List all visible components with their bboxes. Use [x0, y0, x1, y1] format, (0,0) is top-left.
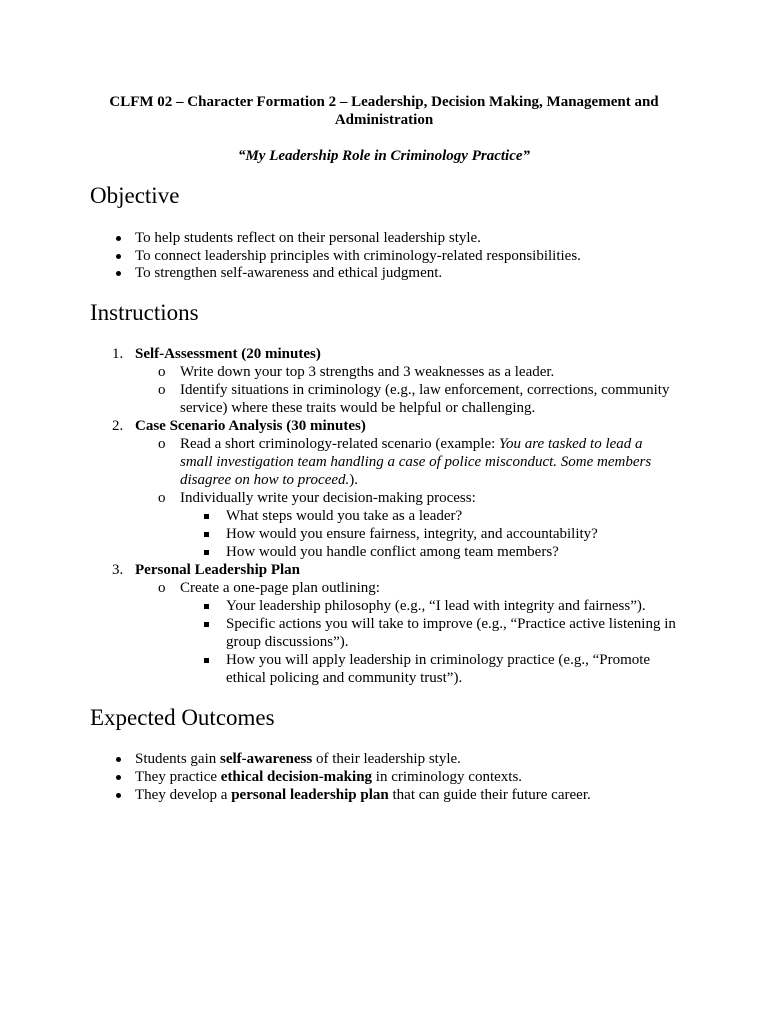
- course-title-line-2: Administration: [334, 112, 434, 128]
- scenario-text-1: You are tasked to lead a: [499, 436, 643, 452]
- square-bullet-icon: [204, 550, 209, 555]
- scenario-text-3: disagree on how to proceed.: [180, 472, 350, 488]
- step-2-sub-1-line-3: [180, 471, 358, 489]
- instructions-heading: Instructions: [90, 300, 199, 325]
- step-2-title: Case Scenario Analysis (30 minutes): [135, 418, 366, 434]
- sub-bullet-icon: o: [158, 436, 166, 452]
- sub-bullet-icon: o: [158, 580, 166, 596]
- step-1-sub-2-line-2: service) where these traits would be helpful or challenging.: [180, 400, 536, 416]
- step-1-title: Self-Assessment (20 minutes): [135, 346, 321, 362]
- objective-item-3: To strengthen self-awareness and ethical judgment.: [135, 265, 443, 281]
- step-number: 2.: [112, 418, 124, 434]
- scenario-text-2: small investigation team handling a case of police misconduct. Some members: [180, 454, 652, 470]
- step-2-question-3: How would you handle conflict among team members?: [226, 544, 559, 560]
- square-bullet-icon: [204, 658, 209, 663]
- outcome-3-bold: personal leadership plan: [231, 787, 389, 803]
- bullet-icon: [116, 236, 121, 241]
- objective-heading: Objective: [90, 183, 180, 208]
- outcome-1-post: of their leadership style.: [312, 751, 461, 767]
- step-number: 1.: [112, 346, 124, 362]
- step-2-question-2: How would you ensure fairness, integrity, and accountability?: [226, 526, 598, 542]
- outcome-2-bold: ethical decision-making: [220, 769, 373, 785]
- step-3-item-1: Your leadership philosophy (e.g., “I lead with integrity and fairness”).: [226, 598, 646, 614]
- step-3-item-3-line-1: How you will apply leadership in criminology practice (e.g., “Promote: [226, 652, 651, 668]
- bullet-icon: [116, 271, 121, 276]
- outcome-1-pre: Students gain: [135, 751, 220, 767]
- step-2-sub-2: Individually write your decision-making process:: [180, 490, 476, 506]
- outcome-item-2: [135, 768, 522, 786]
- step-2-question-1: What steps would you take as a leader?: [226, 508, 463, 524]
- step-3-item-2-line-2: group discussions”).: [226, 634, 349, 650]
- outcome-3-post: that can guide their future career.: [388, 787, 591, 803]
- bullet-icon: [116, 793, 121, 798]
- bullet-icon: [116, 757, 121, 762]
- sub-bullet-icon: o: [158, 382, 166, 398]
- course-title-line-1: CLFM 02 – Character Formation 2 – Leadership, Decision Making, Management and: [109, 94, 659, 110]
- square-bullet-icon: [204, 532, 209, 537]
- activity-title: “My Leadership Role in Criminology Practice”: [237, 148, 531, 164]
- scenario-prefix: Read a short criminology-related scenario (example:: [180, 436, 500, 452]
- step-1-sub-1: Write down your top 3 strengths and 3 weaknesses as a leader.: [180, 364, 555, 380]
- step-3-sub-1: Create a one-page plan outlining:: [180, 580, 380, 596]
- outcome-3-pre: They develop a: [135, 787, 232, 803]
- outcome-item-1: [135, 750, 461, 768]
- outcome-item-3: [135, 786, 591, 804]
- outcome-2-post: in criminology contexts.: [372, 769, 523, 785]
- objective-item-2: To connect leadership principles with criminology-related responsibilities.: [135, 248, 581, 264]
- step-number: 3.: [112, 562, 124, 578]
- step-2-sub-1-line-1: [180, 435, 643, 453]
- scenario-suffix: ).: [349, 472, 359, 488]
- outcome-1-bold: self-awareness: [220, 751, 313, 767]
- step-2-sub-1-line-2: [180, 453, 651, 471]
- objective-item-1: To help students reflect on their personal leadership style.: [135, 230, 481, 246]
- outcome-2-pre: They practice: [135, 769, 221, 785]
- step-3-item-2-line-1: Specific actions you will take to improve (e.g., “Practice active listening in: [226, 616, 676, 632]
- step-1-sub-2-line-1: Identify situations in criminology (e.g., law enforcement, corrections, community: [180, 382, 670, 398]
- square-bullet-icon: [204, 514, 209, 519]
- course-title: [90, 93, 678, 129]
- square-bullet-icon: [204, 622, 209, 627]
- step-3-item-3-line-2: ethical policing and community trust”).: [226, 670, 463, 686]
- sub-bullet-icon: o: [158, 490, 166, 506]
- sub-bullet-icon: o: [158, 364, 166, 380]
- outcomes-heading: Expected Outcomes: [90, 705, 275, 730]
- bullet-icon: [116, 254, 121, 259]
- square-bullet-icon: [204, 604, 209, 609]
- step-3-title: Personal Leadership Plan: [135, 562, 301, 578]
- bullet-icon: [116, 775, 121, 780]
